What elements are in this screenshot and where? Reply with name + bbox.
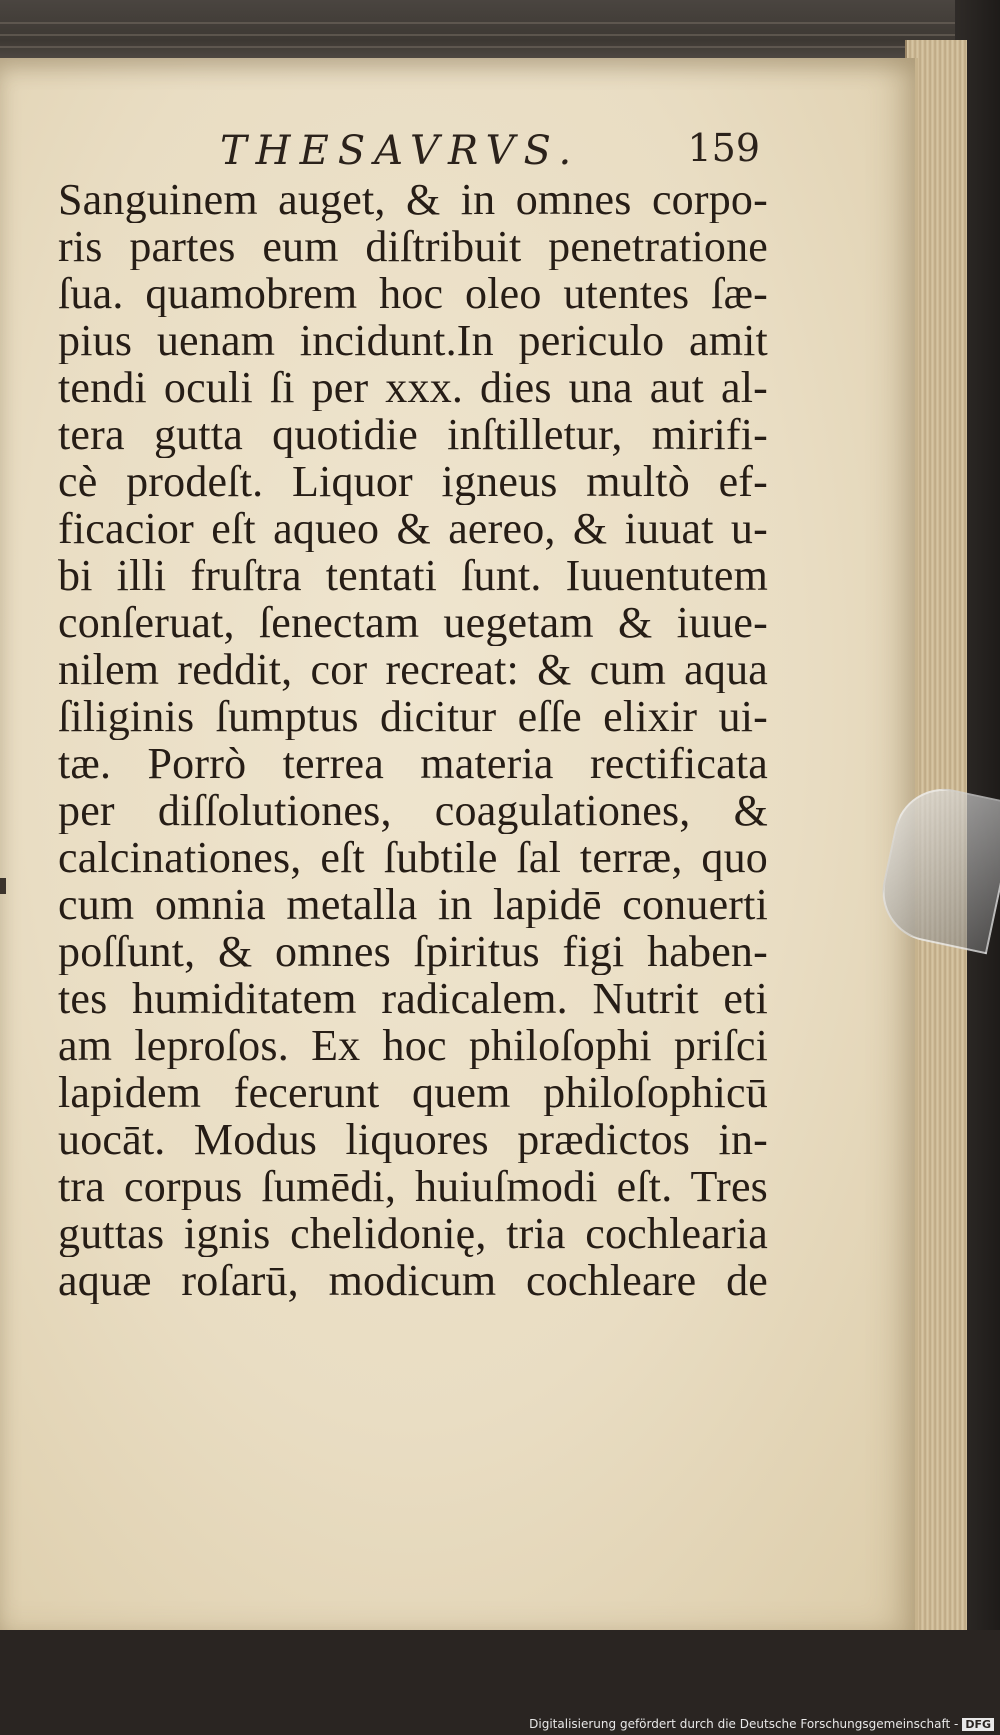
text-line: poſſunt, & omnes ſpiritus figi haben-	[58, 928, 768, 975]
body-text	[58, 176, 768, 1304]
page-edge-line	[0, 22, 960, 24]
text-line: ſiliginis ſumptus dicitur eſſe elixir ui-	[58, 693, 768, 740]
digitization-credit	[529, 1717, 994, 1731]
text-line: ficacior eſt aqueo & aereo, & iuuat u-	[58, 505, 768, 552]
text-line: tæ. Porrò terrea materia rectificata	[58, 740, 768, 787]
text-line: aquæ roſarū, modicum cochleare de	[58, 1257, 768, 1304]
text-line: lapidem fecerunt quem philoſophicū	[58, 1069, 768, 1116]
text-line: tra corpus ſumēdi, huiuſmodi eſt. Tres	[58, 1163, 768, 1210]
page-edge-line	[0, 46, 960, 48]
page-number: 159	[687, 126, 760, 170]
text-line: tes humiditatem radicalem. Nutrit eti	[58, 975, 768, 1022]
text-line: ſua. quamobrem hoc oleo utentes ſæ-	[58, 270, 768, 317]
text-line: cè prodeſt. Liquor igneus multò ef-	[58, 458, 768, 505]
text-line: am leproſos. Ex hoc philoſophi priſci	[58, 1022, 768, 1069]
text-line: tendi oculi ſi per xxx. dies una aut al-	[58, 364, 768, 411]
text-line: uocāt. Modus liquores prædictos in-	[58, 1116, 768, 1163]
text-line: Sanguinem auget, & in omnes corpo-	[58, 176, 768, 223]
text-line: guttas ignis chelidonię, tria cochlearia	[58, 1210, 768, 1257]
text-line: ris partes eum diſtribuit penetratione	[58, 223, 768, 270]
dfg-logo: DFG	[962, 1718, 994, 1731]
margin-mark	[0, 878, 6, 894]
page-edge-line	[0, 34, 960, 36]
text-line: bi illi fruſtra tentati ſunt. Iuuentutem	[58, 552, 768, 599]
text-line: per diſſolutiones, coagulationes, &	[58, 787, 768, 834]
text-line: pius uenam incidunt.In periculo amit	[58, 317, 768, 364]
text-line: tera gutta quotidie inſtilletur, mirifi-	[58, 411, 768, 458]
running-head: THESAVRVS.	[220, 128, 581, 174]
credit-text: Digitalisierung gefördert durch die Deutsche Forschungsgemeinschaft -	[529, 1717, 959, 1731]
text-line: conſeruat, ſenectam uegetam & iuue-	[58, 599, 768, 646]
book-page	[0, 58, 918, 1633]
text-line: cum omnia metalla in lapidē conuerti	[58, 881, 768, 928]
text-line: calcinationes, eſt ſubtile ſal terræ, quo	[58, 834, 768, 881]
text-line: nilem reddit, cor recreat: & cum aqua	[58, 646, 768, 693]
